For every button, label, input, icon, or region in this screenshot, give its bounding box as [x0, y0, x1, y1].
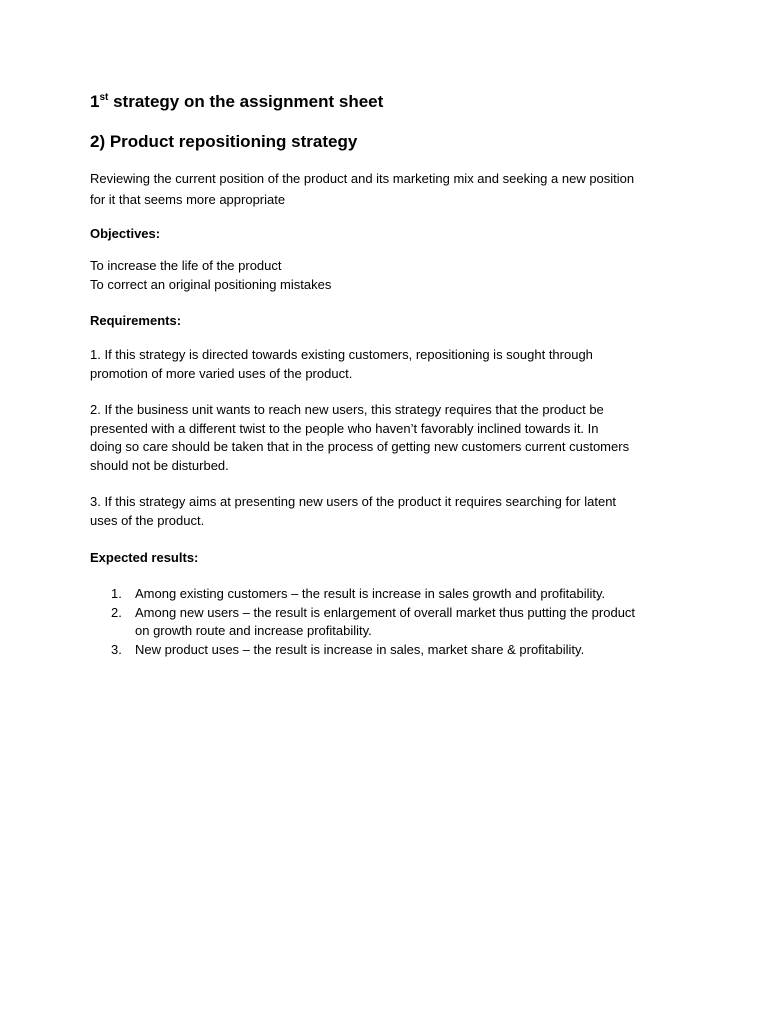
requirement-3 — [90, 493, 690, 530]
expected-results-list — [90, 585, 690, 659]
intro-line: for it that seems more appropriate — [90, 192, 286, 207]
requirement-line: uses of the product. — [90, 512, 205, 528]
intro-paragraph — [90, 168, 690, 210]
requirement-2 — [90, 401, 690, 475]
document-title — [90, 88, 690, 116]
title-text: strategy on the assignment sheet — [108, 92, 384, 111]
objective-item: To correct an original positioning mistakes — [90, 276, 332, 292]
result-line: Among existing customers – the result is increase in sales growth and profitability. — [135, 586, 606, 601]
result-line: on growth route and increase profitability. — [135, 623, 372, 638]
expected-results-label: Expected results: — [90, 550, 199, 565]
requirement-1 — [90, 346, 690, 383]
requirement-line: 3. If this strategy aims at presenting new users of the product it requires searching for latent — [90, 494, 617, 509]
result-number: 3. — [111, 641, 122, 657]
requirement-line: promotion of more varied uses of the product. — [90, 365, 353, 381]
section-heading: 2) Product repositioning strategy — [90, 132, 358, 151]
requirement-line: should not be disturbed. — [90, 457, 229, 473]
intro-line: Reviewing the current position of the product and its marketing mix and seeking a new position — [90, 171, 635, 186]
result-item — [90, 604, 690, 641]
title-number: 1 — [90, 92, 100, 111]
result-item — [90, 585, 690, 604]
objectives-label: Objectives: — [90, 226, 161, 241]
requirements-label: Requirements: — [90, 313, 182, 328]
result-number: 1. — [111, 586, 122, 601]
requirement-line: doing so care should be taken that in the process of getting new customers current customers — [90, 439, 630, 454]
requirement-line: 2. If the business unit wants to reach new users, this strategy requires that the product be — [90, 402, 604, 417]
objectives-list — [90, 257, 690, 294]
result-line: Among new users – the result is enlargement of overall market thus putting the product — [135, 604, 636, 620]
requirement-line: 1. If this strategy is directed towards existing customers, repositioning is sought through — [90, 347, 593, 362]
requirement-line: presented with a different twist to the people who haven’t favorably inclined towards it. In — [90, 420, 599, 436]
result-line: New product uses – the result is increase in sales, market share & profitability. — [135, 641, 585, 657]
result-item — [90, 641, 690, 660]
title-superscript: st — [99, 92, 109, 103]
document-page — [90, 88, 690, 659]
result-number: 2. — [111, 604, 122, 620]
objective-item: To increase the life of the product — [90, 258, 282, 273]
